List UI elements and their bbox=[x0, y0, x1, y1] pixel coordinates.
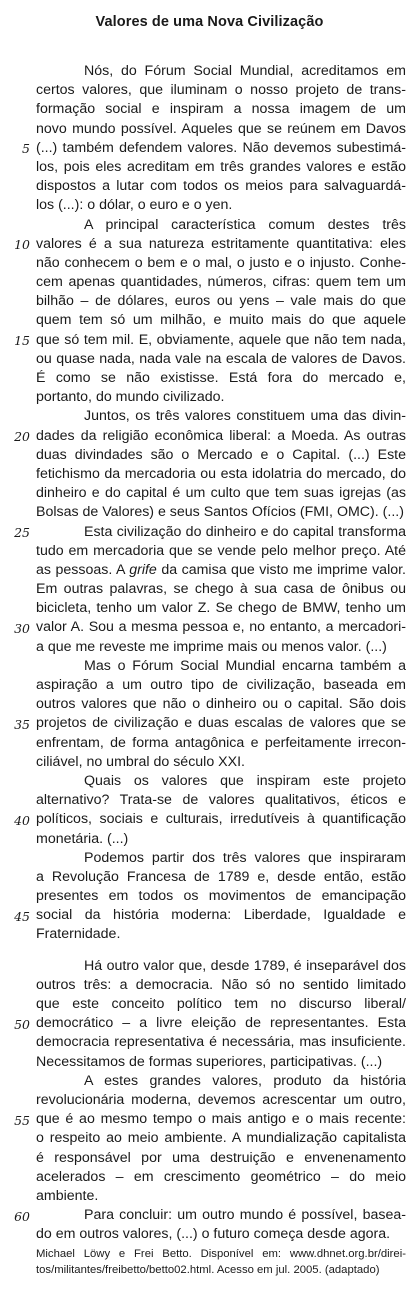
text-line: Podemos partir dos três valores que inspiraram bbox=[84, 849, 406, 866]
text-line: A estes grandes valores, produto da história bbox=[84, 1072, 406, 1089]
text-line: social da história moderna: Liberdade, Igualdade e bbox=[36, 907, 406, 924]
text-line: formação social e inspiram a nossa imagem de um bbox=[36, 101, 406, 118]
text-line: Quais os valores que inspiram este projeto bbox=[84, 772, 406, 789]
line-number: 40 bbox=[14, 812, 30, 828]
text-line: Nós, do Fórum Social Mundial, acreditamos em bbox=[84, 63, 406, 79]
line-number: 15 bbox=[14, 332, 30, 348]
text-line: a Revolução Francesa de 1789 e, desde então, estão bbox=[36, 868, 406, 885]
line-number: 45 bbox=[14, 908, 30, 924]
text-line: dispostos a lutar com todos os meios para salvaguardá- bbox=[36, 178, 406, 195]
text-line: ou quase nada, nada vale na escala de valores de Davos. bbox=[36, 350, 406, 367]
text-line: duas divindades são o Mercado e o Capital. (...) Este bbox=[36, 446, 406, 463]
text-line: valor A. Sou a mesma pessoa e, no entanto, a mercadori- bbox=[36, 619, 406, 636]
text-line: valores é a sua natureza estritamente quantitativa: eles bbox=[36, 235, 406, 252]
text-line: novo mundo possível. Aqueles que se reúnem em Davos bbox=[36, 120, 406, 137]
text-line: dades da religião econômica liberal: a Moeda. As outras bbox=[36, 427, 406, 444]
text-line: democracia representativa é necessária, mas insuficiente. bbox=[36, 1034, 406, 1051]
text-line: revolucionária moderna, devemos acrescentar um outro, bbox=[36, 1091, 406, 1108]
text-line: ciliável, no umbral do século XXI. bbox=[36, 753, 245, 770]
text-line: outros valores que não o dinheiro ou o capital. São dois bbox=[36, 696, 406, 713]
text-line: alternativo? Trata-se de valores qualitativos, éticos e bbox=[36, 792, 406, 809]
line-number: 10 bbox=[14, 236, 30, 252]
text-line: bilhão – de dólares, euros ou yens – vale mais do que bbox=[36, 293, 406, 310]
line-number: 20 bbox=[14, 428, 30, 444]
line-number: 60 bbox=[14, 1208, 30, 1224]
text-line: as pessoas. A grife da camisa que visto me imprime valor. bbox=[36, 561, 406, 578]
text-line: é responsável por uma destruição e envenenamento bbox=[36, 1149, 406, 1166]
paragraph-gap bbox=[36, 945, 406, 957]
text-line: Esta civilização do dinheiro e do capital transforma bbox=[84, 523, 406, 540]
text-line: dinheiro e do capital é um culto que tem suas igrejas (as bbox=[36, 485, 406, 502]
line-number: 50 bbox=[14, 1016, 30, 1032]
source-citation bbox=[36, 1246, 406, 1278]
text-line: Fraternidade. bbox=[36, 926, 121, 943]
text-line: cem apenas quantidades, números, cifras: quem tem um bbox=[36, 274, 406, 291]
text-line: Mas o Fórum Social Mundial encarna também a bbox=[84, 657, 406, 674]
text-line: ambiente. bbox=[36, 1187, 99, 1204]
text-line: do em outros valores, (...) o futuro começa desde agora. bbox=[36, 1226, 391, 1243]
article-title: Valores de uma Nova Civilização bbox=[95, 14, 324, 30]
text-line: certos valores, que iluminam o nosso projeto de trans- bbox=[36, 82, 406, 99]
text-line: tudo em mercadoria que se vende pelo melhor preço. Até bbox=[36, 542, 406, 559]
text-line: projetos de civilização e duas escalas de valores que se bbox=[36, 715, 406, 732]
text-line: fetichismo da mercadoria ou esta idolatria do mercado, do bbox=[36, 465, 406, 482]
source-line: tos/militantes/freibetto/betto02.html. Acesso em jul. 2005. (adaptado) bbox=[36, 1264, 380, 1276]
text-line: Há outro valor que, desde 1789, é inseparável dos bbox=[84, 957, 406, 974]
text-line: democrático – a livre eleição de representantes. Esta bbox=[36, 1015, 406, 1032]
text-line: outros três: a democracia. Não só no sentido limitado bbox=[36, 976, 406, 993]
line-number: 30 bbox=[14, 620, 30, 636]
text-line: Para concluir: um outro mundo é possível, basea- bbox=[84, 1207, 406, 1224]
text-line: bicicleta, tenho um valor Z. Se chego de BMW, tenho um bbox=[36, 600, 406, 617]
text-line: quem tem só um milhão, e muito mais do que aquele bbox=[36, 312, 406, 329]
text-line: que este conceito político tem no discurso liberal/ bbox=[36, 996, 406, 1012]
text-line: Necessitamos de formas superiores, participativas. (...) bbox=[36, 1053, 383, 1070]
text-line: Juntos, os três valores constituem uma das divin- bbox=[84, 408, 406, 425]
text-line: o respeito ao meio ambiente. A mundialização capitalista bbox=[36, 1130, 406, 1147]
text-line: políticos, sociais e culturais, irredutíveis à quantificação bbox=[36, 811, 406, 828]
line-number: 35 bbox=[14, 716, 30, 732]
text-line: A principal característica comum destes três bbox=[84, 216, 406, 233]
text-line: que só tem mil. E, obviamente, aquele que não tem nada, bbox=[36, 331, 406, 348]
text-line: a que me reveste me imprime mais ou menos valor. (...) bbox=[36, 638, 387, 655]
text-line: (...) também defendem valores. Não devemos subestimá- bbox=[36, 139, 406, 156]
text-line: acelerados – em crescimento geométrico – do meio bbox=[36, 1168, 406, 1185]
source-line: Michael Löwy e Frei Betto. Disponível em: www.dhnet.org.br/direi- bbox=[36, 1248, 406, 1260]
text-line: aspiração a um outro tipo de civilização, baseada em bbox=[36, 677, 406, 693]
text-line: presentes em todos os movimentos de emancipação bbox=[36, 888, 406, 905]
line-number: 55 bbox=[14, 1112, 30, 1128]
line-number: 5 bbox=[22, 140, 30, 156]
text-line: los, pois eles acreditam em três grandes valores e estão bbox=[36, 158, 406, 175]
text-line: Bolsas de Valores) e seus Santos Ofícios (FMI, OMC). (...) bbox=[36, 504, 404, 521]
text-line: portanto, do mundo civilizado. bbox=[36, 389, 225, 406]
line-number: 25 bbox=[14, 524, 30, 540]
text-line: enfrentam, de forma antagônica e perfeitamente irrecon- bbox=[36, 734, 406, 751]
text-line: monetária. (...) bbox=[36, 830, 129, 847]
text-line: que é ao mesmo tempo o mais antigo e o mais recente: bbox=[36, 1111, 406, 1128]
text-line: É como se não existisse. Está fora do mercado e, bbox=[36, 370, 406, 386]
article-body bbox=[36, 62, 406, 1244]
text-line: não conhecem o bem e o mal, o justo e o injusto. Conhe- bbox=[36, 254, 406, 271]
text-line: Em outras palavras, se chego à sua casa de ônibus ou bbox=[36, 581, 406, 598]
text-line: los (...): o dólar, o euro e o yen. bbox=[36, 197, 233, 214]
